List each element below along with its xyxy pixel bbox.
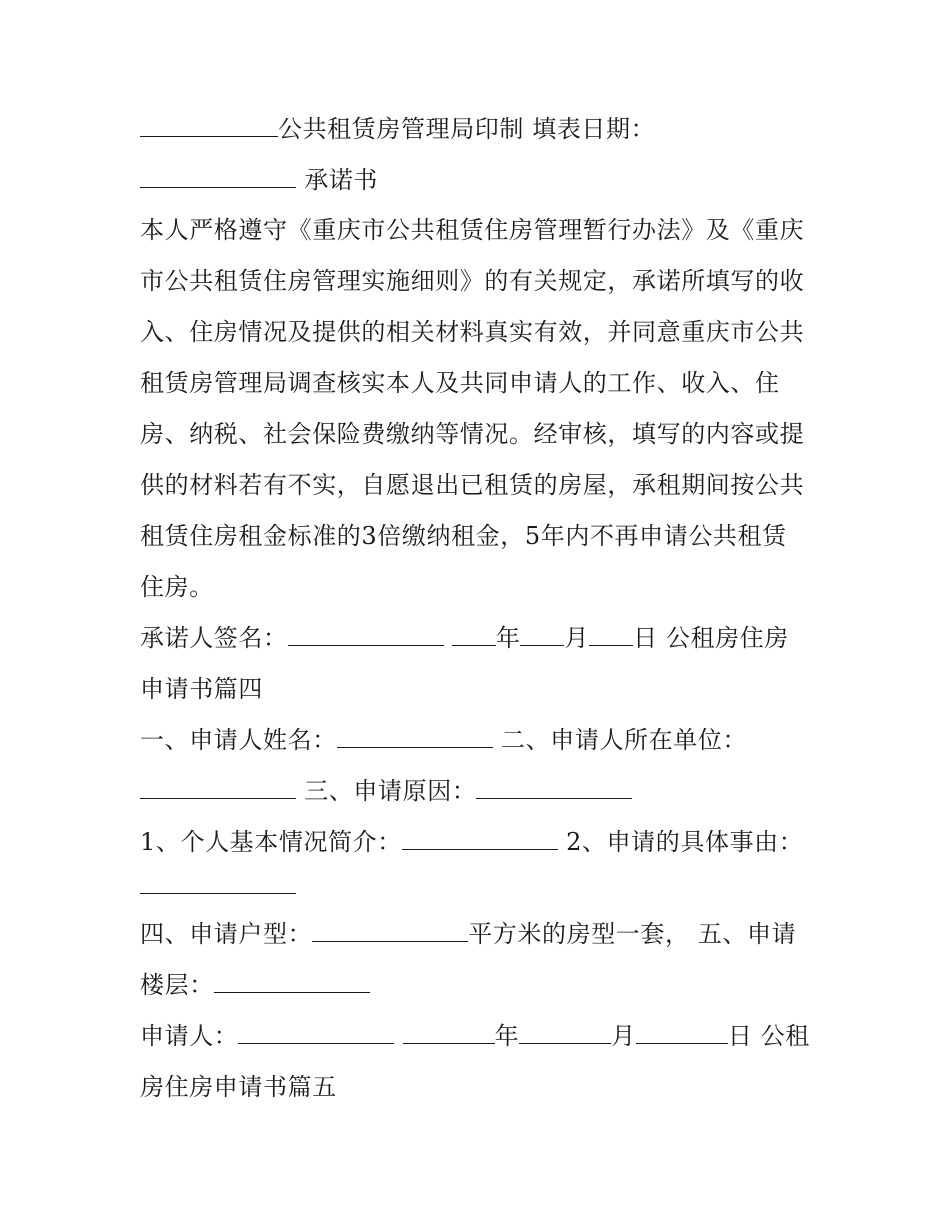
applicant-trailing-1: 公租	[760, 1022, 810, 1050]
pledge-line-7: 租赁住房租金标准的3倍缴纳租金，5年内不再申请公共租赁	[140, 522, 787, 550]
signature-trailing: 公租房住房	[665, 624, 789, 652]
pledge-line-6: 供的材料若有不实，自愿退出已租赁的房屋，承租期间按公共	[140, 471, 805, 499]
blank-underline	[140, 165, 296, 188]
pledge-line-3: 入、住房情况及提供的相关材料真实有效，并同意重庆市公共	[140, 318, 805, 346]
section-five-title: 房住房申请书篇五	[140, 1073, 337, 1101]
month-label: 月	[564, 624, 590, 652]
item1-label: 1、个人基本情况简介：	[140, 828, 402, 856]
applicant-year-blank	[403, 1021, 495, 1044]
form-line-3	[140, 826, 803, 858]
reason-detail-blank	[140, 871, 296, 894]
applicant-month-blank	[519, 1021, 611, 1044]
signature-line	[140, 622, 789, 654]
title-line	[140, 164, 378, 196]
item2-label: 2、申请的具体事由：	[566, 828, 804, 856]
q3-label: 三、申请原因：	[304, 777, 477, 805]
applicant-day-label: 日	[727, 1022, 753, 1050]
signature-blank	[288, 623, 444, 646]
pledge-line-1: 本人严格遵守《重庆市公共租赁住房管理暂行办法》及《重庆	[140, 216, 805, 244]
pledge-line-2: 市公共租赁住房管理实施细则》的有关规定，承诺所填写的收	[140, 267, 805, 295]
pledge-title: 承诺书	[304, 166, 379, 194]
applicant-blank	[238, 1021, 394, 1044]
day-label: 日	[633, 624, 658, 652]
month-blank	[520, 623, 564, 646]
form-line-5	[140, 918, 796, 950]
form-line-4	[140, 870, 296, 902]
q2-label: 二、申请人所在单位：	[501, 726, 748, 754]
blank-underline	[140, 114, 278, 137]
q5-label-part2: 楼层：	[140, 971, 214, 999]
form-line-6	[140, 969, 370, 1001]
q4-label: 四、申请户型：	[140, 920, 313, 948]
form-line-2	[140, 775, 632, 807]
pledge-line-4: 租赁房管理局调查核实本人及共同申请人的工作、收入、住	[140, 369, 780, 397]
applicant-year-label: 年	[494, 1022, 520, 1050]
q4-suffix: 平方米的房型一套，	[468, 920, 690, 948]
org-print-text: 公共租赁房管理局印制 填表日期：	[278, 115, 656, 143]
intro-blank	[402, 827, 558, 850]
applicant-day-blank	[636, 1021, 728, 1044]
pledge-line-8: 住房。	[140, 573, 214, 601]
unit-blank	[140, 776, 296, 799]
section-four-title: 申请书篇四	[140, 675, 263, 703]
pledge-line-5: 房、纳税、社会保险费缴纳等情况。经审核，填写的内容或提	[140, 420, 805, 448]
applicant-month-label: 月	[611, 1022, 636, 1050]
applicant-sign-line	[140, 1020, 810, 1052]
q5-label-part1: 五、申请	[697, 920, 797, 948]
signature-label: 承诺人签名：	[140, 624, 288, 652]
applicant-label: 申请人：	[140, 1022, 239, 1050]
q1-label: 一、申请人姓名：	[140, 726, 337, 754]
year-blank	[452, 623, 496, 646]
floor-blank	[214, 970, 370, 993]
reason-blank	[476, 776, 632, 799]
form-line-1	[140, 724, 747, 756]
area-blank	[312, 919, 468, 942]
day-blank	[589, 623, 633, 646]
header-print-line	[140, 113, 655, 145]
name-blank	[337, 725, 493, 748]
year-label: 年	[495, 624, 521, 652]
